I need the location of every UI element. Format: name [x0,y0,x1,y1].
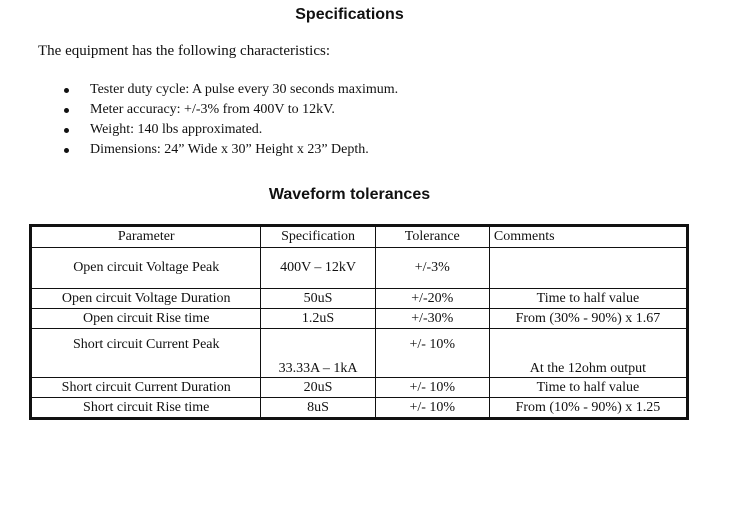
cell-comments: Time to half value [489,378,687,398]
header-parameter: Parameter [31,226,261,248]
list-item: Dimensions: 24” Wide x 30” Height x 23” Depth. [62,140,398,160]
table-row [31,398,688,419]
table-row [31,378,688,398]
table-row [31,248,688,289]
intro-text: The equipment has the following characteristics: [38,43,330,59]
cell-tolerance: +/-30% [375,309,489,329]
list-item: Weight: 140 lbs approximated. [62,120,398,140]
cell-comments [489,248,687,289]
cell-specification: 400V – 12kV [261,248,375,289]
page-title: Specifications [295,6,404,23]
waveform-table [29,224,689,420]
cell-parameter: Open circuit Voltage Duration [31,289,261,309]
cell-comments: Time to half value [489,289,687,309]
cell-specification: 8uS [261,398,375,419]
waveform-title: Waveform tolerances [268,186,431,203]
cell-parameter: Short circuit Rise time [31,398,261,419]
header-specification: Specification [261,226,375,248]
table-row [31,309,688,329]
cell-specification: 33.33A – 1kA [261,329,375,378]
list-item: Tester duty cycle: A pulse every 30 seconds maximum. [62,80,398,100]
header-comments: Comments [489,226,687,248]
characteristics-list [62,80,398,160]
cell-specification: 20uS [261,378,375,398]
header-tolerance: Tolerance [375,226,489,248]
cell-comments: From (30% - 90%) x 1.67 [489,309,687,329]
table-row [31,289,688,309]
cell-specification: 1.2uS [261,309,375,329]
cell-parameter: Short circuit Current Peak [31,329,261,378]
cell-parameter: Open circuit Rise time [31,309,261,329]
cell-parameter: Short circuit Current Duration [31,378,261,398]
cell-specification: 50uS [261,289,375,309]
cell-tolerance: +/-20% [375,289,489,309]
cell-parameter: Open circuit Voltage Peak [31,248,261,289]
cell-tolerance: +/- 10% [375,329,489,378]
cell-tolerance: +/- 10% [375,398,489,419]
table-header-row [31,226,688,248]
cell-tolerance: +/- 10% [375,378,489,398]
list-item: Meter accuracy: +/-3% from 400V to 12kV. [62,100,398,120]
cell-comments: From (10% - 90%) x 1.25 [489,398,687,419]
table-row [31,329,688,378]
cell-comments: At the 12ohm output [489,329,687,378]
cell-tolerance: +/-3% [375,248,489,289]
